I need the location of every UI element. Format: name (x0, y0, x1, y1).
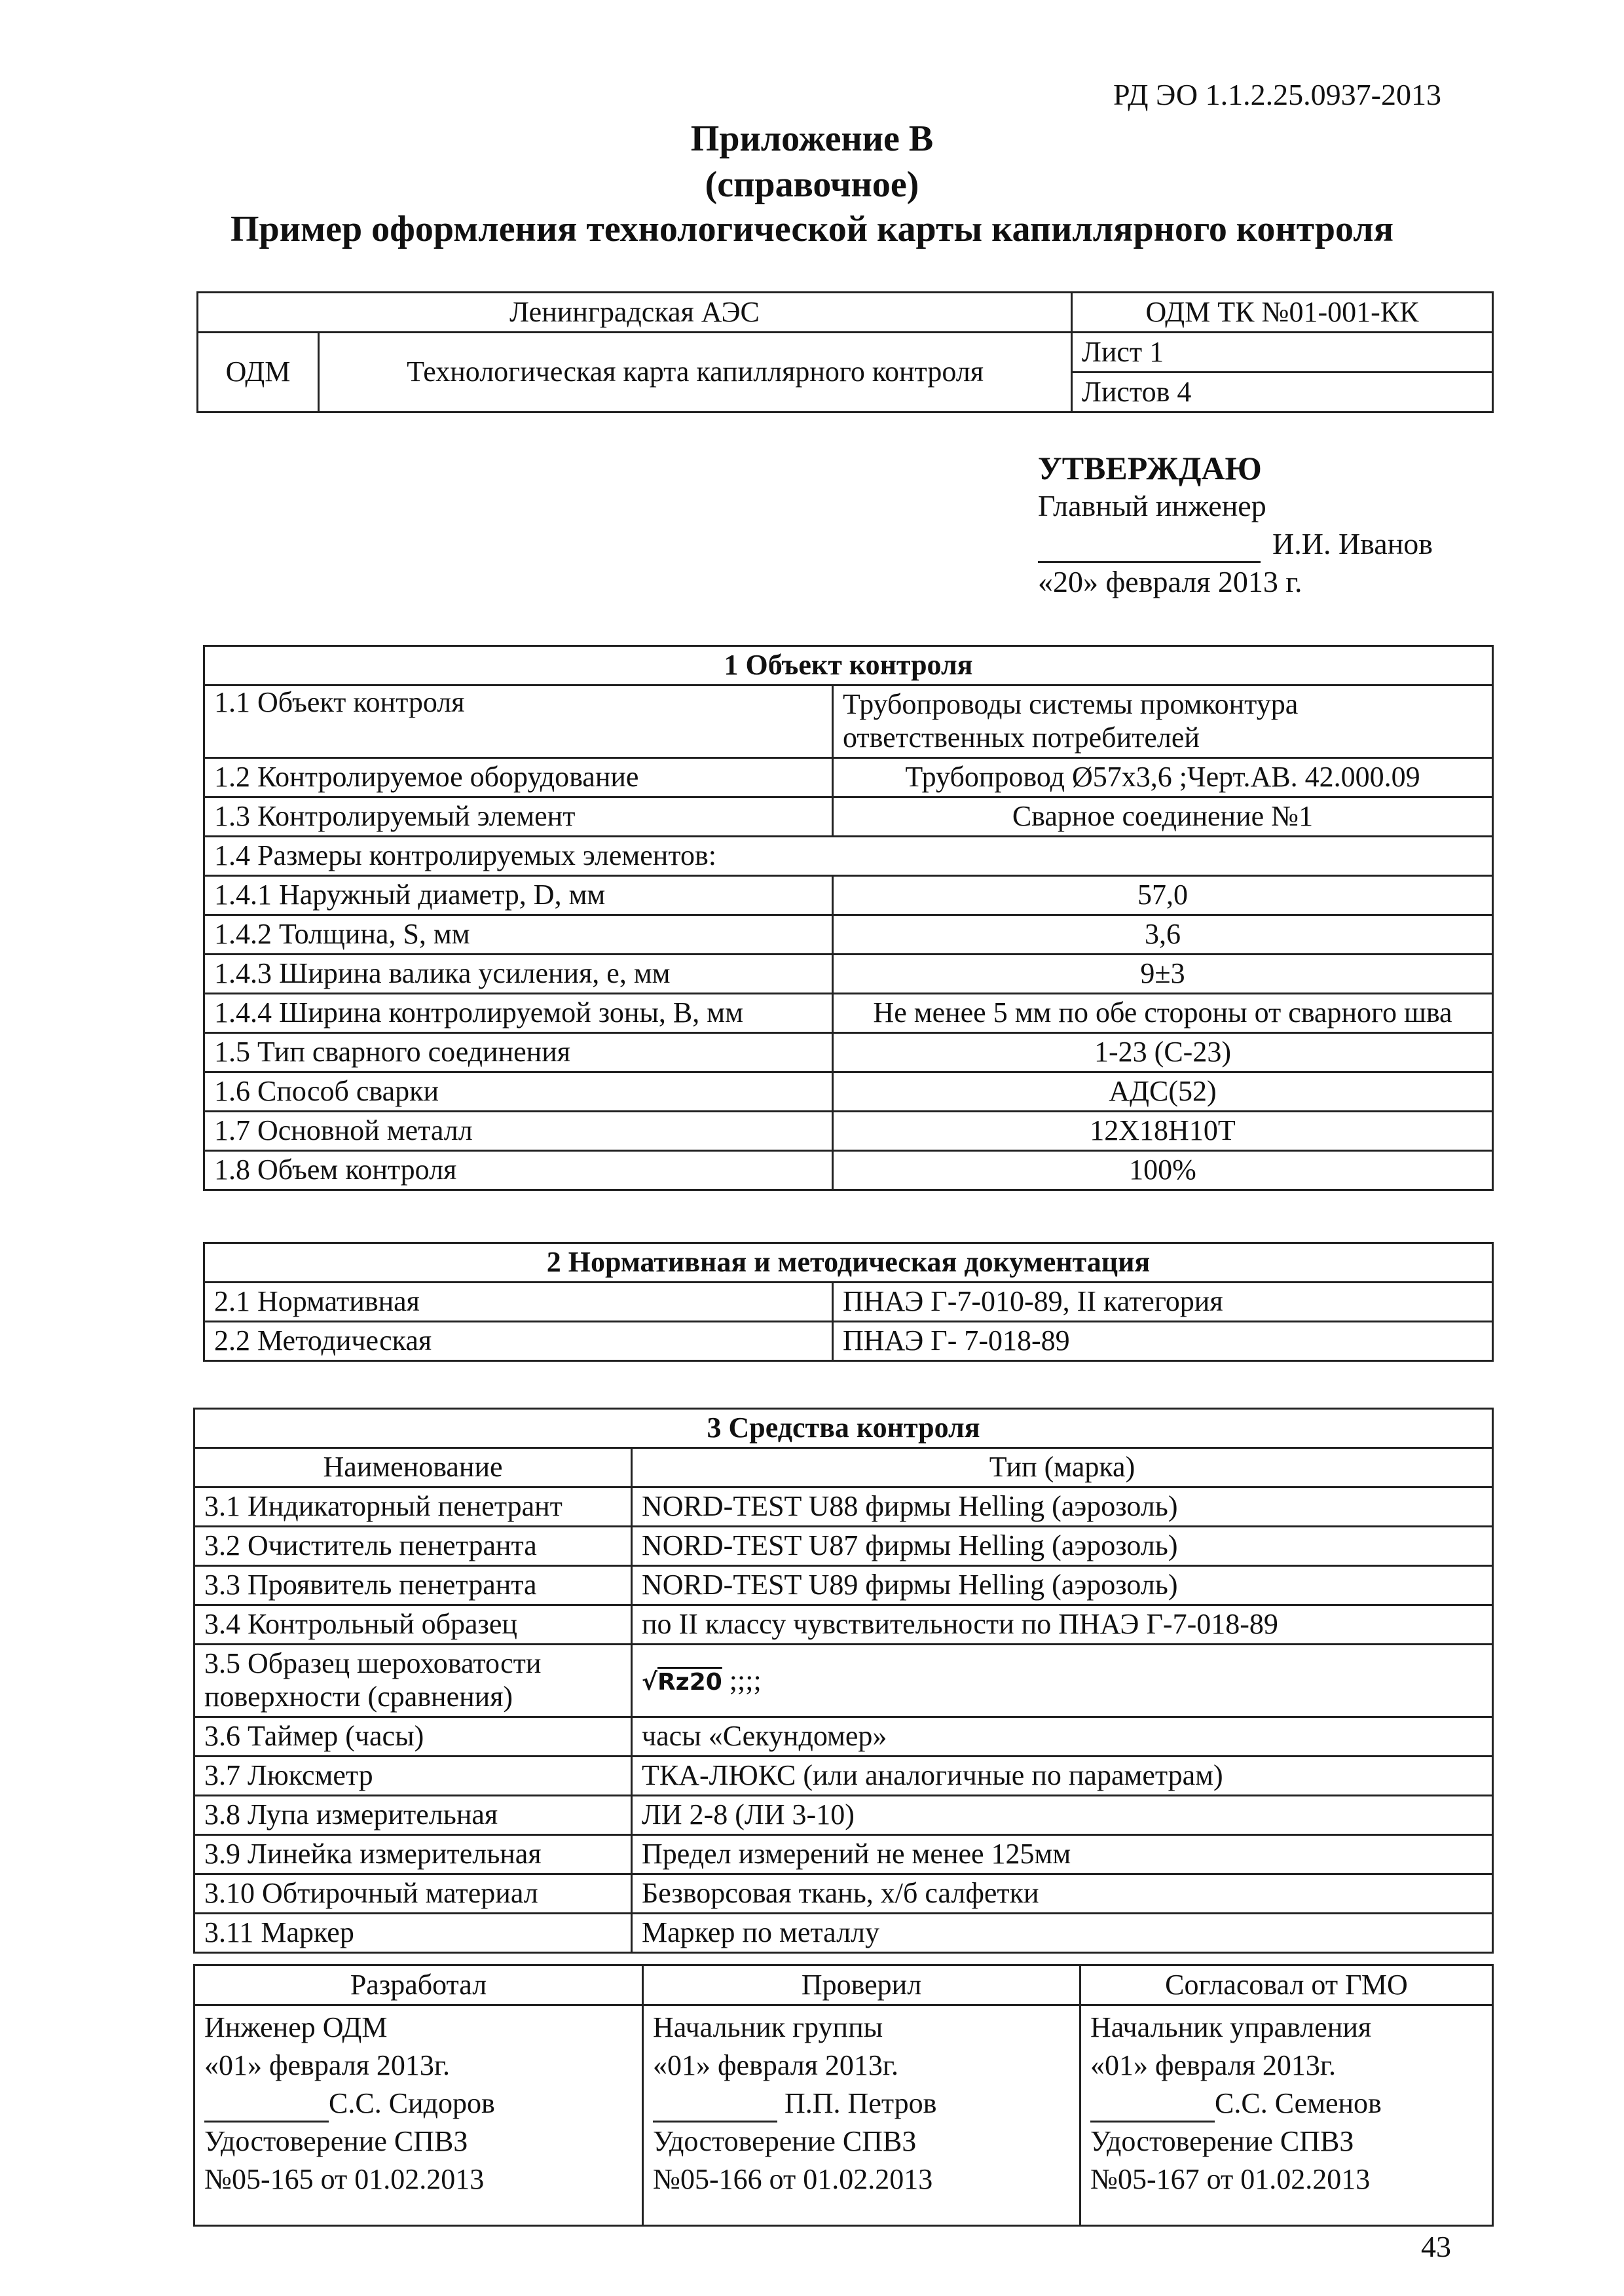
table-row (194, 1796, 1493, 1835)
row-label: 3.2 Очиститель пенетранта (194, 1527, 632, 1566)
signer-cert: Удостоверение СПВЗ (1090, 2125, 1354, 2157)
row-label: 1.7 Основной металл (204, 1112, 833, 1151)
organization-name: Ленинградская АЭС (198, 293, 1072, 333)
table-row (204, 994, 1493, 1033)
table-row (194, 1757, 1493, 1796)
row-label: 3.5 Образец шероховатости поверхности (сравнения) (194, 1645, 632, 1717)
table-row (194, 1487, 1493, 1527)
signer-name: С.С. Сидоров (329, 2087, 495, 2119)
appendix-subtitle: (справочное) (705, 164, 919, 205)
row-value: 12Х18Н10Т (833, 1112, 1493, 1151)
signer-cert-number: №05-165 от 01.02.2013 (204, 2163, 485, 2195)
table-row (194, 1717, 1493, 1757)
table-row (204, 1072, 1493, 1112)
row-label: 3.8 Лупа измерительная (194, 1796, 632, 1835)
page-number: 43 (1421, 2230, 1451, 2263)
table-row (204, 876, 1493, 915)
row-value: ЛИ 2-8 (ЛИ 3-10) (632, 1796, 1493, 1835)
row-value: ПНАЭ Г-7-010-89, II категория (833, 1283, 1493, 1322)
signer-name: П.П. Петров (784, 2087, 937, 2119)
signatures-table (193, 1964, 1494, 2227)
table-row (204, 797, 1493, 837)
row-value: 57,0 (833, 876, 1493, 915)
row-label: 1.8 Объем контроля (204, 1151, 833, 1190)
developed-by-header: Разработал (194, 1965, 643, 2005)
row-value: Маркер по металлу (632, 1914, 1493, 1953)
document-code: РД ЭО 1.1.2.25.0937-2013 (1113, 78, 1441, 111)
row-value: АДС(52) (833, 1072, 1493, 1112)
row-label: 1.4.1 Наружный диаметр, D, мм (204, 876, 833, 915)
section2-title: 2 Нормативная и методическая документация (204, 1243, 1493, 1283)
row-value: Предел измерений не менее 125мм (632, 1835, 1493, 1874)
row-label: 1.4.2 Толщина, S, мм (204, 915, 833, 955)
signer-date: «01» февраля 2013г. (653, 2049, 899, 2081)
signer-position: Инженер ОДМ (204, 2011, 388, 2043)
row-value: 1-23 (С-23) (833, 1033, 1493, 1072)
row-label: 2.2 Методическая (204, 1322, 833, 1361)
section1-table (203, 645, 1494, 1191)
sheet-number: Лист 1 (1072, 333, 1493, 373)
card-code: ОДМ ТК №01-001-КК (1072, 293, 1493, 333)
row-label: 1.6 Способ сварки (204, 1072, 833, 1112)
card-header-table (196, 291, 1494, 413)
table-row (194, 1527, 1493, 1566)
row-label: 3.11 Маркер (194, 1914, 632, 1953)
row-label: 3.6 Таймер (часы) (194, 1717, 632, 1757)
roughness-suffix: ;;;; (729, 1664, 762, 1696)
row-label: 1.1 Объект контроля (204, 685, 833, 758)
signature-line (1090, 2094, 1215, 2123)
column-header-name: Наименование (194, 1448, 632, 1487)
row-value: 3,6 (833, 915, 1493, 955)
row-value: 100% (833, 1151, 1493, 1190)
row-label: 3.9 Линейка измерительная (194, 1835, 632, 1874)
approval-title: УТВЕРЖДАЮ (1038, 450, 1262, 486)
row-value: часы «Секундомер» (632, 1717, 1493, 1757)
table-row (204, 1033, 1493, 1072)
sheet-count: Листов 4 (1072, 373, 1493, 412)
table-row (194, 1835, 1493, 1874)
row-label: 3.1 Индикаторный пенетрант (194, 1487, 632, 1527)
row-value: 9±3 (833, 955, 1493, 994)
signer-position: Начальник управления (1090, 2011, 1372, 2043)
row-value: Трубопровод Ø57х3,6 ;Черт.АВ. 42.000.09 (833, 758, 1493, 797)
row-label: 2.1 Нормативная (204, 1283, 833, 1322)
root-symbol-icon: √ (642, 1668, 658, 1696)
signer-name: С.С. Семенов (1215, 2087, 1382, 2119)
row-label: 1.3 Контролируемый элемент (204, 797, 833, 837)
signer-cert: Удостоверение СПВЗ (204, 2125, 468, 2157)
section2-table (203, 1242, 1494, 1362)
roughness-value (632, 1645, 1493, 1717)
table-row (204, 1283, 1493, 1322)
page-title: Пример оформления технологической карты капиллярного контроля (230, 209, 1393, 249)
signature-line (1038, 532, 1261, 563)
checked-by-header: Проверил (643, 1965, 1080, 2005)
signature-line (653, 2094, 777, 2123)
table-row (204, 1151, 1493, 1190)
signer-position: Начальник группы (653, 2011, 883, 2043)
signer-date: «01» февраля 2013г. (204, 2049, 451, 2081)
department: ОДМ (198, 333, 319, 412)
table-row (194, 1566, 1493, 1605)
section3-title: 3 Средства контроля (194, 1409, 1493, 1448)
row-label: 3.3 Проявитель пенетранта (194, 1566, 632, 1605)
row-value: NORD-TEST U88 фирмы Helling (аэрозоль) (632, 1487, 1493, 1527)
table-row (194, 1645, 1493, 1717)
table-row (204, 915, 1493, 955)
roughness-symbol: Rz20 (657, 1668, 722, 1696)
row-value: Трубопроводы системы промконтура ответственных потребителей (833, 685, 1493, 758)
table-row (194, 1914, 1493, 1953)
row-value: ТКА-ЛЮКС (или аналогичные по параметрам) (632, 1757, 1493, 1796)
signer-date: «01» февраля 2013г. (1090, 2049, 1337, 2081)
table-row (194, 1874, 1493, 1914)
signer-cert: Удостоверение СПВЗ (653, 2125, 917, 2157)
signature-block-checker (643, 2005, 1080, 2226)
column-header-type: Тип (марка) (632, 1448, 1493, 1487)
row-value: по II классу чувствительности по ПНАЭ Г-7-018-89 (632, 1605, 1493, 1645)
appendix-title: Приложение В (690, 118, 934, 159)
row-value: Сварное соединение №1 (833, 797, 1493, 837)
row-value: ПНАЭ Г- 7-018-89 (833, 1322, 1493, 1361)
table-row (194, 1605, 1493, 1645)
table-row (204, 685, 1493, 758)
table-row (204, 1322, 1493, 1361)
signer-cert-number: №05-166 от 01.02.2013 (653, 2163, 933, 2195)
table-row (204, 1112, 1493, 1151)
row-label: 3.7 Люксметр (194, 1757, 632, 1796)
card-title: Технологическая карта капиллярного контроля (319, 333, 1072, 412)
row-label: 1.4.3 Ширина валика усиления, е, мм (204, 955, 833, 994)
approval-date: «20» февраля 2013 г. (1038, 565, 1302, 598)
row-label: 1.4 Размеры контролируемых элементов: (204, 837, 1493, 876)
approval-name: И.И. Иванов (1272, 527, 1433, 560)
section3-table (193, 1408, 1494, 1954)
approval-block (1038, 449, 1433, 601)
table-row (204, 955, 1493, 994)
row-label: 3.10 Обтирочный материал (194, 1874, 632, 1914)
row-label: 1.5 Тип сварного соединения (204, 1033, 833, 1072)
table-row (204, 758, 1493, 797)
section1-title: 1 Объект контроля (204, 646, 1493, 685)
row-label: 3.4 Контрольный образец (194, 1605, 632, 1645)
row-value: Не менее 5 мм по обе стороны от сварного шва (833, 994, 1493, 1033)
agreed-by-header: Согласовал от ГМО (1080, 1965, 1493, 2005)
row-label: 1.2 Контролируемое оборудование (204, 758, 833, 797)
row-label: 1.4.4 Ширина контролируемой зоны, В, мм (204, 994, 833, 1033)
signature-line (204, 2094, 329, 2123)
row-value: NORD-TEST U87 фирмы Helling (аэрозоль) (632, 1527, 1493, 1566)
signer-cert-number: №05-167 от 01.02.2013 (1090, 2163, 1371, 2195)
row-value: Безворсовая ткань, х/б салфетки (632, 1874, 1493, 1914)
signature-block-approver (1080, 2005, 1493, 2226)
table-row (204, 837, 1493, 876)
approval-position: Главный инженер (1038, 489, 1266, 522)
row-value: NORD-TEST U89 фирмы Helling (аэрозоль) (632, 1566, 1493, 1605)
signature-block-developer (194, 2005, 643, 2226)
